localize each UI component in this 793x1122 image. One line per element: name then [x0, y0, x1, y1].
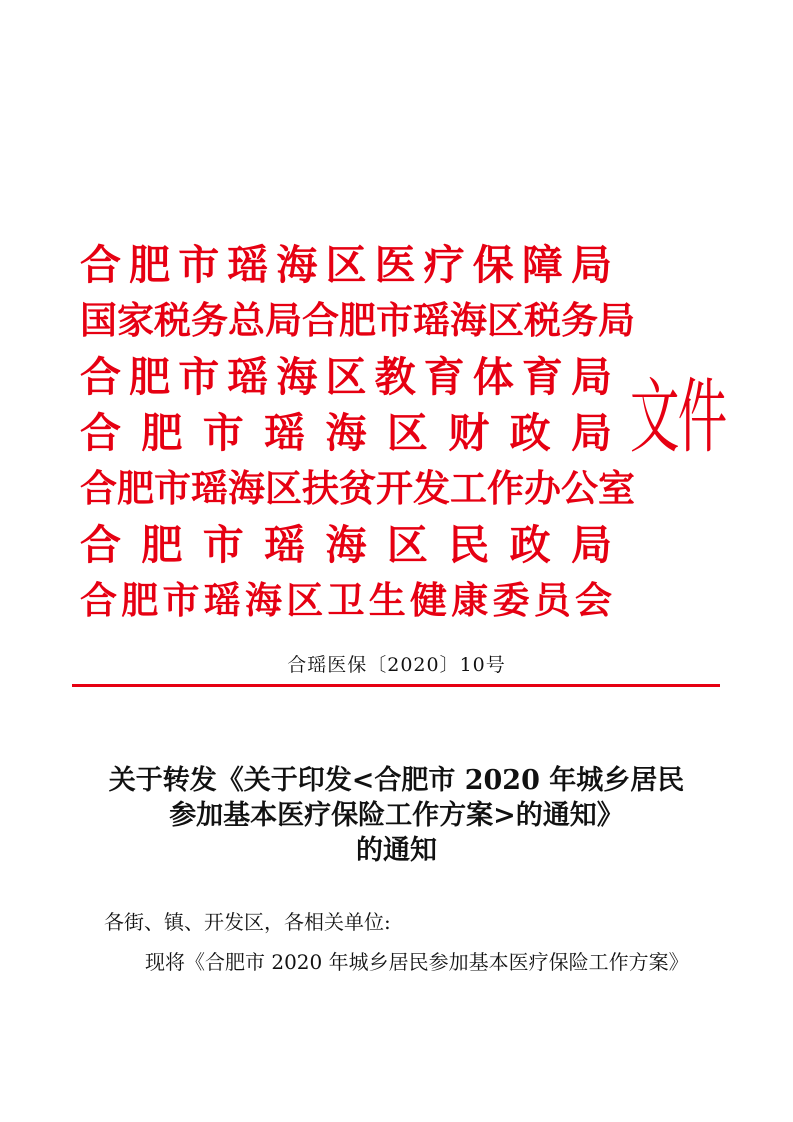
title-line-1: 关于转发《关于印发<合肥市 2020 年城乡居民 [108, 765, 685, 796]
issuing-body-char: 瑶 [227, 241, 269, 289]
title-line-3: 的通知 [356, 835, 437, 866]
issuing-body-char: 财 [448, 409, 490, 457]
issuing-body-char: 务 [561, 299, 598, 342]
issuing-body-1 [80, 240, 612, 290]
issuing-body-char: 教 [374, 353, 416, 401]
issuing-body-char: 卫 [327, 579, 365, 622]
issuing-body-char: 局 [571, 409, 612, 457]
issuing-body-char: 扶 [302, 467, 339, 510]
issuing-body-3 [80, 352, 612, 402]
issuing-body-char: 局 [571, 521, 612, 569]
issuing-body-char: 疗 [423, 241, 465, 289]
title-line-2: 参加基本医疗保险工作方案>的通知》 [169, 800, 624, 831]
body-paragraph-1: 现将《合肥市 2020 年城乡居民参加基本医疗保险工作方案》 [145, 950, 689, 974]
issuing-body-char: 市 [202, 521, 244, 569]
issuing-body-char: 合 [80, 241, 121, 289]
issuing-body-char: 合 [80, 579, 117, 622]
issuing-body-4 [80, 408, 612, 458]
document-number: 合瑶医保〔2020〕10号 [287, 654, 506, 676]
issuing-body-char: 合 [302, 299, 339, 342]
issuing-body-char: 区 [487, 299, 524, 342]
issuing-body-char: 合 [80, 467, 117, 510]
issuing-body-char: 作 [487, 467, 524, 510]
issuing-body-char: 保 [472, 241, 514, 289]
issuing-body-char: 生 [368, 579, 406, 622]
issuing-body-char: 区 [386, 409, 428, 457]
issuing-body-char: 贫 [339, 467, 376, 510]
issuing-body-char: 局 [570, 353, 612, 401]
issuing-body-char: 合 [80, 409, 121, 457]
issuing-body-char: 会 [575, 579, 612, 622]
issuing-body-char: 公 [561, 467, 598, 510]
issuing-body-char: 办 [524, 467, 561, 510]
issuing-body-char: 肥 [141, 521, 183, 569]
issuing-body-char: 区 [386, 521, 428, 569]
issuing-body-char: 肥 [141, 409, 183, 457]
issuing-body-char: 肥 [117, 467, 154, 510]
issuing-body-char: 税 [154, 299, 191, 342]
issuing-body-char: 局 [265, 299, 302, 342]
issuing-body-char: 市 [154, 467, 191, 510]
issuing-body-char: 海 [325, 521, 367, 569]
issuing-body-7 [80, 576, 612, 626]
issuing-body-char: 育 [423, 353, 465, 401]
issuing-body-char: 工 [450, 467, 487, 510]
issuing-body-char: 务 [191, 299, 228, 342]
issuing-body-char: 医 [374, 241, 416, 289]
issuing-body-char: 合 [80, 353, 121, 401]
issuing-body-char: 总 [228, 299, 265, 342]
issuing-body-char: 海 [276, 353, 318, 401]
issuing-body-char: 区 [325, 353, 367, 401]
issuing-body-char: 育 [521, 353, 563, 401]
document-label: 文件 [629, 370, 726, 465]
issuing-body-char: 区 [265, 467, 302, 510]
issuing-body-char: 委 [492, 579, 530, 622]
issuing-body-char: 瑶 [264, 409, 306, 457]
issuing-body-char: 局 [598, 299, 635, 342]
issuing-body-char: 发 [413, 467, 450, 510]
issuing-body-char: 海 [276, 241, 318, 289]
issuing-body-char: 肥 [339, 299, 376, 342]
red-divider [72, 684, 720, 687]
issuing-body-5 [80, 464, 635, 514]
issuing-body-char: 肥 [129, 353, 171, 401]
issuing-body-char: 员 [533, 579, 571, 622]
issuing-body-char: 合 [80, 521, 121, 569]
issuing-body-char: 市 [376, 299, 413, 342]
issuing-body-char: 市 [178, 353, 220, 401]
issuing-body-char: 健 [410, 579, 447, 622]
issuing-body-char: 肥 [121, 579, 159, 622]
issuing-body-char: 海 [325, 409, 367, 457]
issuing-body-char: 市 [162, 579, 200, 622]
issuing-body-char: 海 [450, 299, 487, 342]
issuing-body-char: 家 [117, 299, 154, 342]
issuing-body-char: 海 [245, 579, 282, 622]
issuing-body-char: 市 [178, 241, 220, 289]
issuing-body-char: 区 [325, 241, 367, 289]
issuing-body-char: 瑶 [203, 579, 241, 622]
issuing-body-char: 政 [509, 521, 551, 569]
issuing-body-char: 瑶 [191, 467, 228, 510]
issuing-body-char: 瑶 [413, 299, 450, 342]
issuing-body-2 [80, 296, 635, 346]
issuing-body-char: 市 [202, 409, 244, 457]
issuing-body-char: 体 [472, 353, 514, 401]
salutation: 各街、镇、开发区，各相关单位: [104, 910, 391, 934]
issuing-body-char: 国 [80, 299, 117, 342]
issuing-body-char: 障 [521, 241, 563, 289]
issuing-body-char: 室 [598, 467, 635, 510]
issuing-body-char: 瑶 [264, 521, 306, 569]
issuing-body-char: 区 [286, 579, 324, 622]
issuing-body-char: 康 [451, 579, 489, 622]
issuing-body-char: 政 [509, 409, 551, 457]
issuing-body-char: 税 [524, 299, 561, 342]
issuing-body-char: 民 [448, 521, 490, 569]
issuing-body-char: 海 [228, 467, 265, 510]
issuing-body-6 [80, 520, 612, 570]
issuing-body-char: 肥 [129, 241, 171, 289]
issuing-body-char: 瑶 [227, 353, 269, 401]
issuing-body-char: 局 [570, 241, 612, 289]
issuing-body-char: 开 [376, 467, 413, 510]
